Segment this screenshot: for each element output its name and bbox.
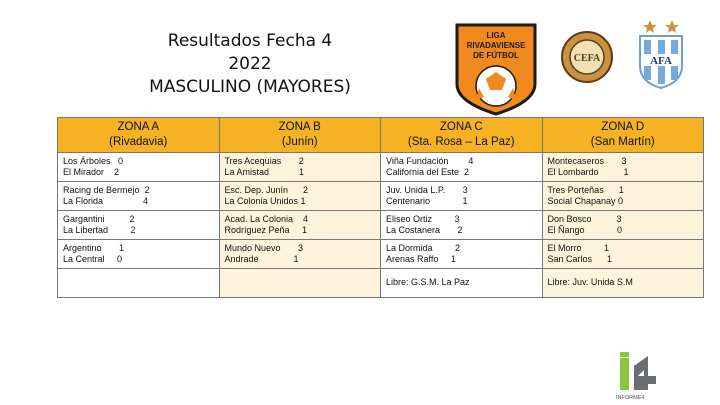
team-score: La Costanera 2: [386, 225, 463, 235]
title-line-3: MASCULINO (MAYORES): [149, 77, 351, 97]
bye-text: Libre: G.S.M. La Paz: [386, 277, 470, 288]
team-score: Tres Acequias 2: [224, 155, 304, 166]
match-cell: [381, 240, 543, 269]
team-score: Mundo Nuevo 3: [224, 242, 304, 253]
team-score: Racing de Bermejo 2: [63, 184, 150, 195]
zone-b-header: [219, 118, 381, 153]
results-table: [57, 117, 704, 298]
zone-header-sub: (Sta. Rosa – La Paz): [407, 136, 515, 148]
informe4-logo: [616, 352, 662, 402]
zone-header-name: ZONA D: [601, 121, 645, 133]
table-row: [58, 240, 704, 269]
match-cell: [542, 211, 704, 240]
empty-cell: [219, 269, 381, 298]
bye-cell: [381, 269, 543, 298]
afa-logo-text: AFA: [650, 55, 672, 67]
team-score: Los Árboles 0: [63, 155, 124, 166]
match-cell: [381, 153, 543, 182]
team-score: San Carlos 1: [547, 254, 613, 264]
liga-rivadaviense-logo: [454, 22, 538, 116]
cefa-logo: [560, 30, 614, 84]
zone-header-sub: (Junín): [281, 136, 318, 148]
match-cell: [542, 153, 704, 182]
team-score: El Morro 1: [547, 242, 610, 253]
match-cell: [381, 211, 543, 240]
table-row: [58, 153, 704, 182]
team-score: La Dormida 2: [386, 242, 461, 253]
table-row: [58, 182, 704, 211]
match-cell: [219, 153, 381, 182]
team-score: La Amistad 1: [224, 167, 305, 177]
liga-logo-text-3: DE FÚTBOL: [473, 51, 519, 60]
team-score: California del Este 2: [386, 167, 470, 177]
team-score: El Lombardo 1: [547, 167, 629, 177]
zone-header-sub: (Rivadavia): [109, 136, 168, 148]
zone-c-header: [381, 118, 543, 153]
table-row: [58, 211, 704, 240]
team-score: Argentino 1: [63, 242, 125, 253]
team-score: La Florida 4: [63, 196, 149, 206]
team-score: La Central 0: [63, 254, 123, 264]
team-score: Centenario 1: [386, 196, 468, 206]
cefa-logo-text: CEFA: [573, 53, 601, 64]
match-cell: [542, 182, 704, 211]
team-score: Rodríguez Peña 1: [224, 225, 308, 235]
team-score: Andrade 1: [224, 254, 299, 264]
match-cell: [219, 240, 381, 269]
match-cell: [58, 240, 220, 269]
liga-logo-text-1: LIGA: [486, 31, 506, 40]
team-score: El Ñango 0: [547, 225, 623, 235]
team-score: La Libertad 2: [63, 225, 136, 235]
page-title: [120, 30, 380, 99]
zone-header-row: [58, 118, 704, 153]
team-score: Montecaseros 3: [547, 155, 627, 166]
team-score: Viña Fundación 4: [386, 155, 474, 166]
team-score: Acad. La Colonia 4: [224, 213, 309, 224]
zone-d-header: [542, 118, 704, 153]
informe4-logo-text: INFORME4: [616, 395, 645, 401]
zone-header-name: ZONA A: [117, 121, 160, 133]
team-score: Social Chapanay 0: [547, 196, 624, 206]
match-cell: [58, 211, 220, 240]
table-row: [58, 269, 704, 298]
team-score: Eliseo Ortiz 3: [386, 213, 460, 224]
match-cell: [219, 211, 381, 240]
title-line-1: Resultados Fecha 4: [167, 31, 333, 51]
team-score: La Colonia Unidos 1: [224, 196, 306, 206]
team-score: Don Bosco 3: [547, 213, 622, 224]
zone-header-name: ZONA B: [278, 121, 321, 133]
match-cell: [58, 182, 220, 211]
title-line-2: 2022: [228, 54, 272, 74]
team-score: Tres Porteñas 1: [547, 184, 624, 195]
match-cell: [219, 182, 381, 211]
match-cell: [542, 240, 704, 269]
liga-logo-text-2: RIVADAVIENSE: [466, 41, 526, 50]
team-score: Esc. Dep. Junín 2: [224, 184, 309, 195]
bye-cell: [542, 269, 704, 298]
team-score: Gargantini 2: [63, 213, 135, 224]
zone-header-sub: (San Martín): [590, 136, 655, 148]
team-score: El Mirador 2: [63, 167, 120, 177]
match-cell: [58, 153, 220, 182]
afa-logo: [636, 18, 686, 90]
bye-text: Libre: Juv. Unida S.M: [547, 277, 633, 288]
zone-header-name: ZONA C: [439, 121, 483, 133]
team-score: Arenas Raffo 1: [386, 254, 456, 264]
team-score: Juv. Unida L.P. 3: [386, 184, 468, 195]
zone-a-header: [58, 118, 220, 153]
match-cell: [381, 182, 543, 211]
empty-cell: [58, 269, 220, 298]
